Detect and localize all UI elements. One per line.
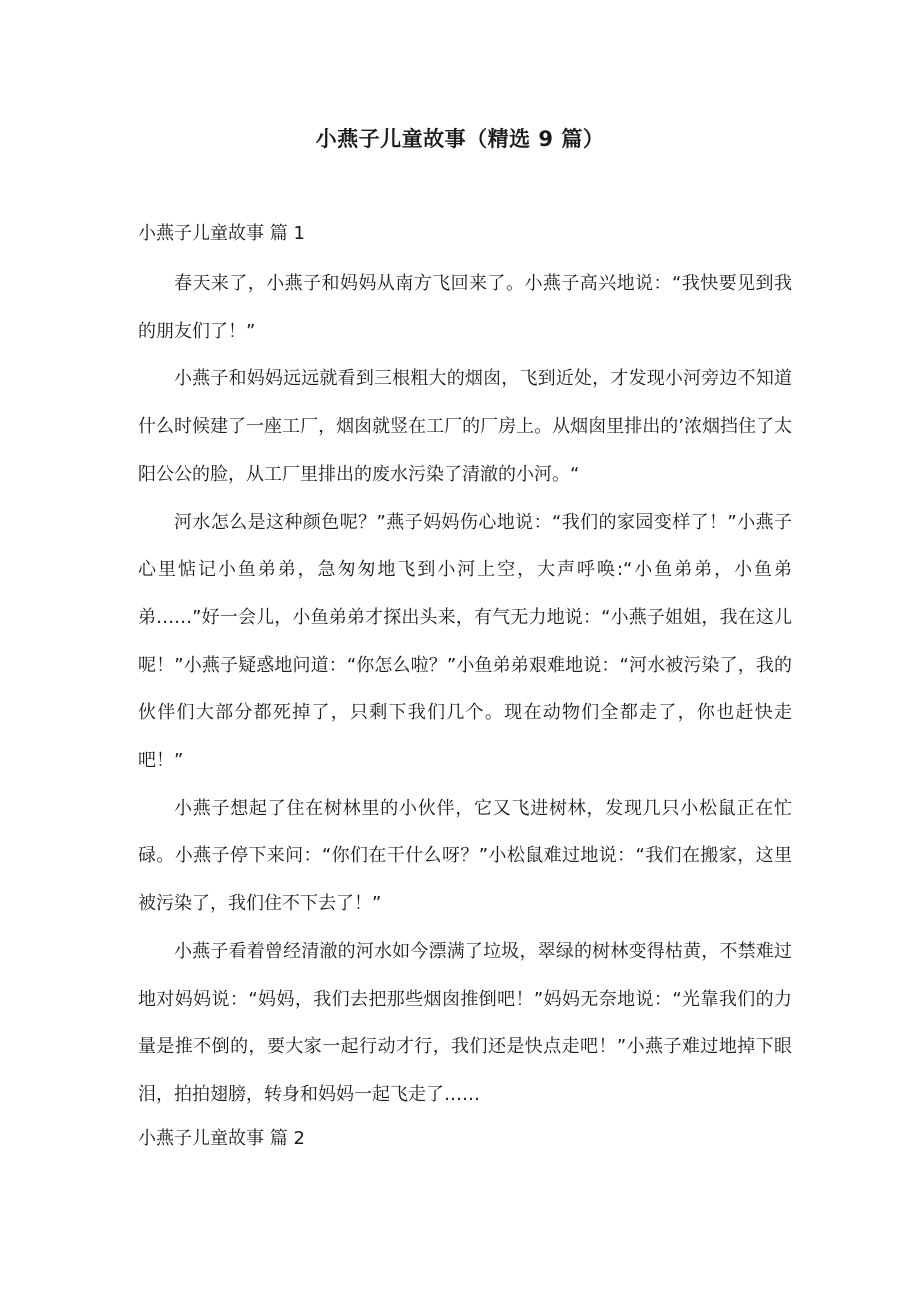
document-body xyxy=(138,220,792,1165)
paragraph-1: 春天来了，小燕子和妈妈从南方飞回来了。小燕子高兴地说：“我快要见到我的朋友们了！” xyxy=(138,273,792,342)
section-heading-2: 小燕子儿童故事 篇 2 xyxy=(138,1127,305,1149)
paragraph-3: 河水怎么是这种颜色呢？”燕子妈妈伤心地说：“我们的家园变样了！”小燕子心里惦记小鱼弟弟，急匆匆地飞到小河上空，大声呼唤:“小鱼弟弟，小鱼弟弟……”好一会儿，小鱼弟弟才探出头来，有气无力地说：“小燕子姐姐，我在这儿呢！”小燕子疑惑地问道：“你怎么啦？”小鱼弟弟艰难地说：“河水被污染了，我的伙伴们大部分都死掉了，只剩下我们几个。现在动物们全都走了，你也赶快走吧！” xyxy=(138,511,792,772)
page-title: 小燕子儿童故事（精选 9 篇） xyxy=(315,127,605,151)
section-heading-1: 小燕子儿童故事 篇 1 xyxy=(138,223,305,244)
paragraph-2: 小燕子和妈妈远远就看到三根粗大的烟囱，飞到近处，才发现小河旁边不知道什么时候建了一座工厂，烟囱就竖在工厂的厂房上。从烟囱里排出的’浓烟挡住了太阳公公的脸，从工厂里排出的废水污染了清澈的小河。“ xyxy=(138,368,792,485)
paragraph-4: 小燕子想起了住在树林里的小伙伴，它又飞进树林，发现几只小松鼠正在忙碌。小燕子停下来问：“你们在干什么呀？”小松鼠难过地说：“我们在搬家，这里被污染了，我们住不下去了！” xyxy=(138,797,792,915)
paragraph-5: 小燕子看着曾经清澈的河水如今漂满了垃圾，翠绿的树林变得枯黄，不禁难过地对妈妈说：“妈妈，我们去把那些烟囱推倒吧！”妈妈无奈地说：“光靠我们的力量是推不倒的，要大家一起行动才行，我们还是快点走吧！”小燕子难过地掉下眼泪，拍拍翅膀，转身和妈妈一起飞走了…… xyxy=(138,940,792,1105)
